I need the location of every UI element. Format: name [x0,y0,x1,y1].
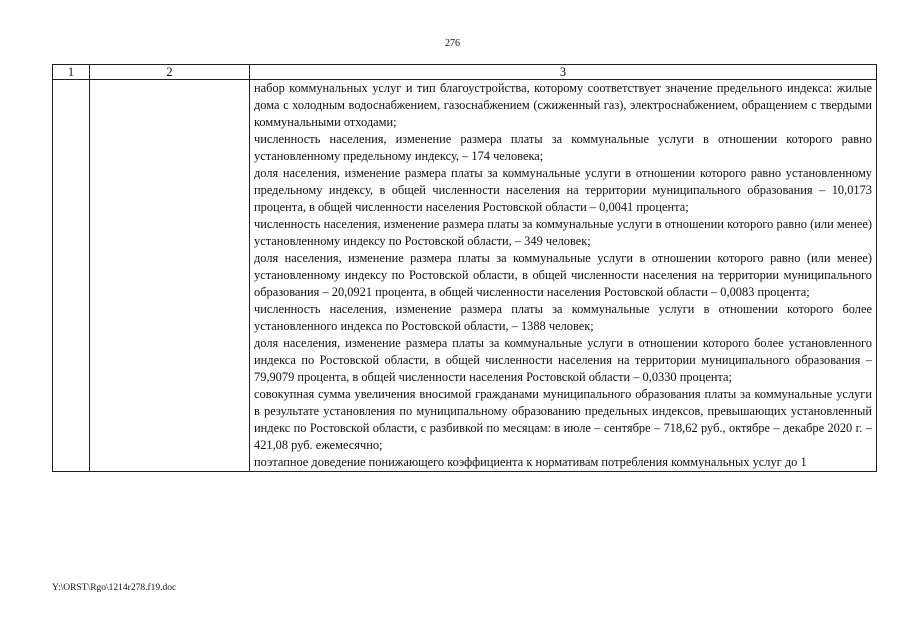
paragraph-population-more: численность населения, изменение размера платы за коммунальные услуги в отношении которого более установленного индекса по Ростовской области, – 1388 человек; [254,302,872,333]
paragraph-share-equal: доля населения, изменение размера платы за коммунальные услуги в отношении которого равно установленному предельному индексу, в общей численности населения на территории муниципального образования – 10,0173 процента, в общей численности населения Ростовской области – 0,0041 процента; [254,166,872,214]
header-col-2: 2 [90,65,250,80]
cell-col-2 [90,80,250,472]
table-header-row [53,65,877,80]
paragraph-share-more: доля населения, изменение размера платы за коммунальные услуги в отношении которого более установленного индекса по Ростовской области, в общей численности населения на территории муниципального образования – 79,9079 процента, в общей численности населения Ростовской области – 0,0330 процента; [254,336,872,384]
header-col-1: 1 [53,65,90,80]
cell-col-3 [250,80,877,472]
cell-col-1 [53,80,90,472]
page-number: 276 [445,38,460,49]
document-table [52,64,877,472]
paragraph-utilities-set: набор коммунальных услуг и тип благоустройства, которому соответствует значение предельного индекса: жилые дома с холодным водоснабжением, газоснабжением (сжиженный газ), электроснабжением, обращением с твердыми коммунальными отходами; [254,81,872,129]
paragraph-total-increase: совокупная сумма увеличения вносимой гражданами муниципального образования платы за коммунальные услуги в результате установления по муниципальному образованию предельных индексов, превышающих установленный индекс по Ростовской области, с разбивкой по месяцам: в июле – сентябре – 718,62 руб., октябре – декабре 2020 г. – 421,08 руб. ежемесячно; [254,387,872,452]
paragraph-population-less: численность населения, изменение размера платы за коммунальные услуги в отношении которого равно (или менее) установленному индексу по Ростовской области, – 349 человек; [254,217,872,248]
table-row [53,80,877,472]
paragraph-share-less: доля населения, изменение размера платы за коммунальные услуги в отношении которого равно (или менее) установленному индексу по Ростовской области, в общей численности населения на территории муниципального образования – 20,0921 процента, в общей численности населения Ростовской области – 0,0083 процента; [254,251,872,299]
paragraph-coefficient: поэтапное доведение понижающего коэффициента к нормативам потребления коммунальных услуг до 1 [254,455,807,469]
header-col-3: 3 [250,65,877,80]
footer-file-path: Y:\ORST\Rgo\1214r278.f19.doc [52,583,177,593]
paragraph-population-equal: численность населения, изменение размера платы за коммунальные услуги в отношении которого равно установленному предельному индексу, – 174 человека; [254,132,872,163]
